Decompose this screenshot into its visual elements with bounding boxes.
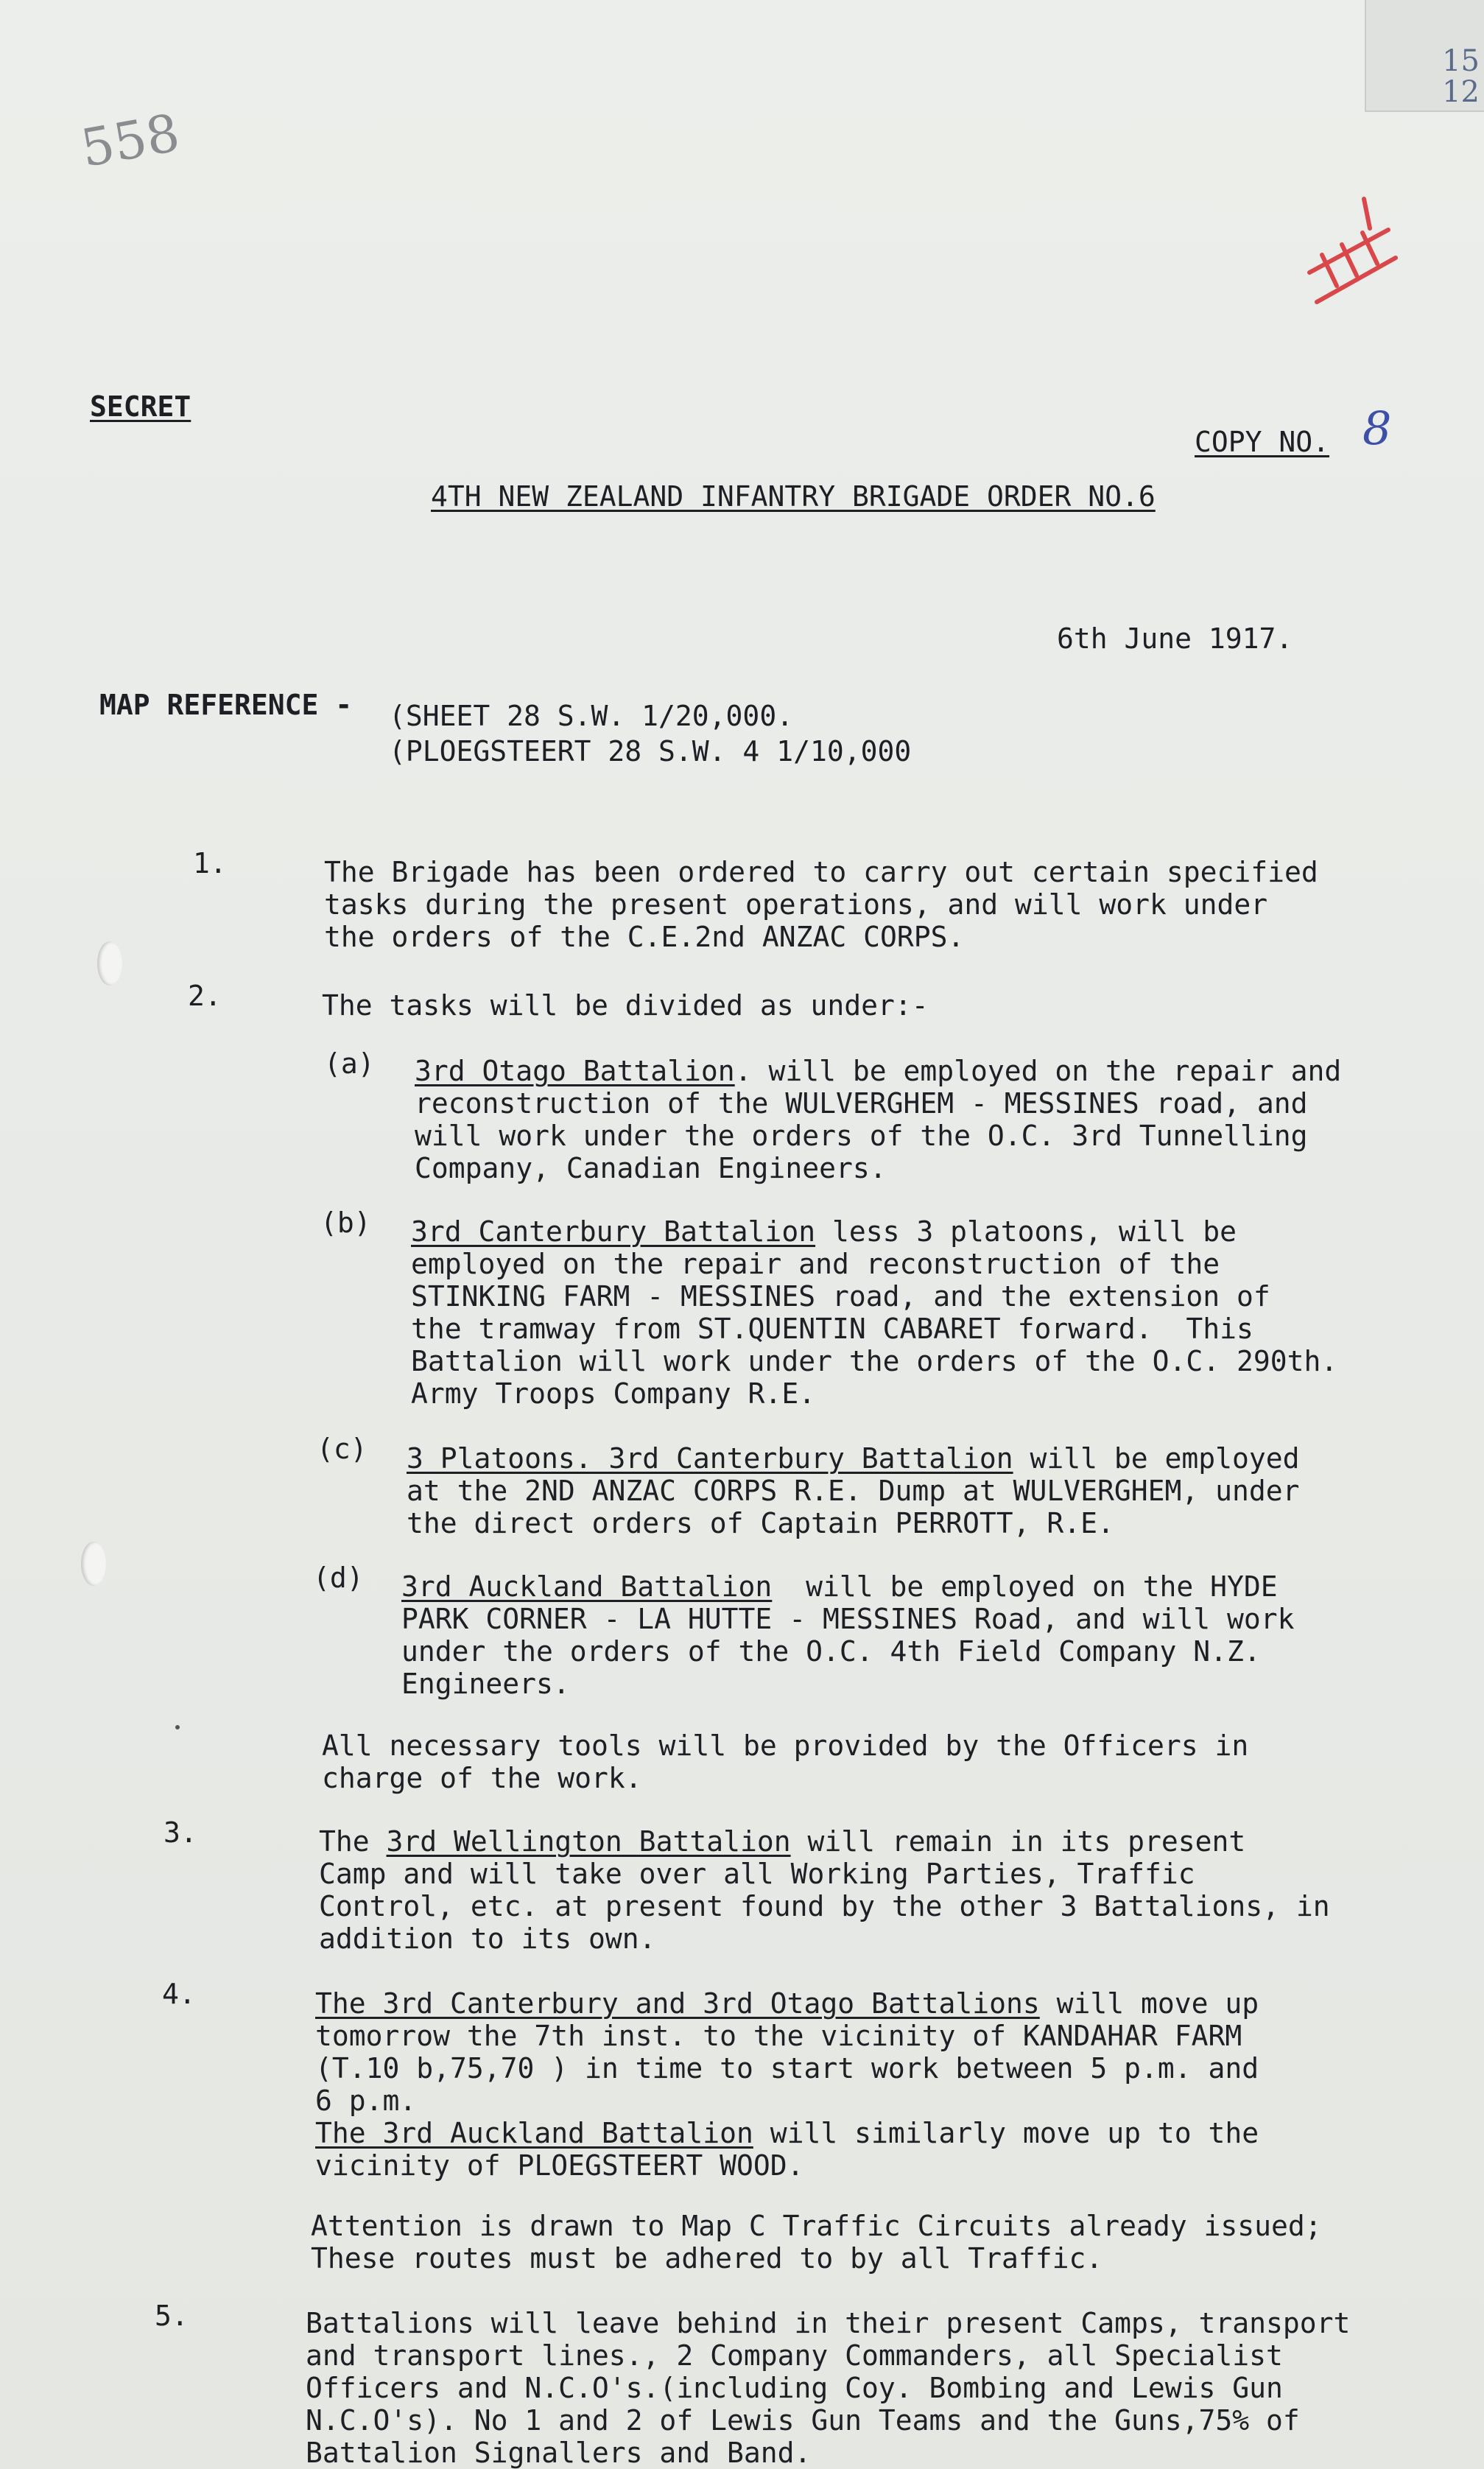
paragraph-4-number: 4. [162,1978,196,2010]
task-d-unit: 3rd Auckland Battalion [401,1570,773,1603]
copy-no-label: COPY NO. [1195,426,1330,458]
paragraph-4-text-2: will similarly move up to the [753,2117,1259,2149]
order-title: 4TH NEW ZEALAND INFANTRY BRIGADE ORDER NO.6 [431,480,1156,513]
attention-line: These routes must be adhered to by all Traffic. [311,2242,1103,2275]
paragraph-5-line: Battalions will leave behind in their present Camps, transport [306,2307,1351,2339]
task-c-text: will be employed [1013,1442,1300,1475]
paragraph-3-line: Control, etc. at present found by the other 3 Battalions, in [319,1890,1330,1922]
archive-number: 558 [76,102,184,179]
task-d-line: under the orders of the O.C. 4th Field Company N.Z. [401,1635,1261,1668]
corner-number-bottom: 12 [1442,75,1480,109]
paragraph-4-text: will move up [1039,1987,1259,2020]
task-a-label: (a) [324,1047,375,1080]
paragraph-4-line: vicinity of PLOEGSTEERT WOOD. [315,2149,804,2182]
task-a-line: will work under the orders of the O.C. 3rd Tunnelling [415,1120,1308,1152]
task-b-line: Army Troops Company R.E. [411,1377,816,1410]
paragraph-4-line-1 [315,1987,1259,2020]
task-c-line: the direct orders of Captain PERROTT, R.E. [407,1507,1114,1539]
attention-line: Attention is drawn to Map C Traffic Circuits already issued; [311,2210,1322,2242]
task-c-line-1 [407,1442,1300,1475]
paragraph-3-text: will remain in its present [790,1825,1246,1858]
map-reference-label: MAP REFERENCE - [99,689,353,721]
task-d-line-1 [401,1570,1278,1603]
paragraph-4-unit-2: The 3rd Auckland Battalion [315,2117,753,2149]
paragraph-5-line: Officers and N.C.O's.(including Coy. Bombing and Lewis Gun [306,2372,1283,2404]
paragraph-1-line: the orders of the C.E.2nd ANZAC CORPS. [324,921,965,953]
corner-page-numbers [1442,46,1480,108]
task-c-unit: 3 Platoons. 3rd Canterbury Battalion [407,1442,1013,1475]
tools-line: All necessary tools will be provided by the Officers in [322,1729,1249,1762]
paragraph-1-line: The Brigade has been ordered to carry out certain specified [324,856,1318,888]
map-reference-line-2: (PLOEGSTEERT 28 S.W. 4 1/10,000 [389,735,912,768]
task-b-line: Battalion will work under the orders of the O.C. 290th. [411,1345,1338,1377]
task-a-line: Company, Canadian Engineers. [415,1152,887,1184]
classification: SECRET [90,390,191,423]
task-a-line: reconstruction of the WULVERGHEM - MESSINES road, and [415,1087,1308,1120]
paragraph-4-line: tomorrow the 7th inst. to the vicinity of KANDAHAR FARM [315,2020,1242,2052]
task-d-label: (d) [313,1562,364,1594]
paragraph-4-line: (T.10 b,75,70 ) in time to start work between 5 p.m. and [315,2052,1259,2085]
task-b-line: STINKING FARM - MESSINES road, and the extension of [411,1280,1270,1313]
ink-speck [175,1725,180,1729]
paragraph-3-number: 3. [163,1816,197,1849]
paragraph-2-number: 2. [188,980,222,1012]
task-b-text: less 3 platoons, will be [815,1215,1237,1248]
handwritten-copy-number: 8 [1362,401,1392,455]
paragraph-3-line: addition to its own. [319,1922,656,1955]
order-date: 6th June 1917. [1057,622,1293,655]
task-a-unit: 3rd Otago Battalion [415,1055,735,1087]
paragraph-3-unit: 3rd Wellington Battalion [386,1825,791,1858]
task-b-label: (b) [320,1207,371,1239]
task-d-text: will be employed on the HYDE [772,1570,1278,1603]
task-b-line: employed on the repair and reconstruction of the [411,1248,1220,1280]
paragraph-4-line: 6 p.m. [315,2085,417,2117]
paragraph-5-number: 5. [155,2300,189,2332]
tools-line: charge of the work. [322,1762,642,1794]
paragraph-1-line: tasks during the present operations, and will work under [324,888,1268,921]
paragraph-5-line: and transport lines., 2 Company Commanders, all Specialist [306,2339,1283,2372]
paragraph-3-line: Camp and will take over all Working Parties, Traffic [319,1858,1195,1890]
punch-hole-top [97,941,122,986]
task-d-line: Engineers. [401,1668,570,1700]
red-roman-numeral-mark [1296,184,1399,331]
task-a-line-1 [415,1055,1341,1087]
task-a-text: . will be employed on the repair and [734,1055,1342,1087]
paragraph-2-intro: The tasks will be divided as under:- [322,989,929,1022]
task-c-label: (c) [317,1433,368,1465]
corner-number-top: 15 [1442,44,1480,78]
task-b-line-1 [411,1215,1237,1248]
paragraph-3-pre: The [319,1825,387,1858]
punch-hole-bottom [81,1542,106,1586]
paragraph-4-unit: The 3rd Canterbury and 3rd Otago Battalions [315,1987,1040,2020]
paragraph-3-line-1 [319,1825,1245,1858]
task-b-line: the tramway from ST.QUENTIN CABARET forward. This [411,1313,1253,1345]
paragraph-1-number: 1. [193,847,227,879]
map-reference-line-1: (SHEET 28 S.W. 1/20,000. [389,700,794,732]
task-b-unit: 3rd Canterbury Battalion [411,1215,816,1248]
paragraph-4-line-5 [315,2117,1259,2149]
paragraph-5-line: Battalion Signallers and Band. [306,2437,812,2469]
paragraph-5-line: N.C.O's). No 1 and 2 of Lewis Gun Teams and the Guns,75% of [306,2404,1300,2437]
task-c-line: at the 2ND ANZAC CORPS R.E. Dump at WULVERGHEM, under [407,1475,1300,1507]
task-d-line: PARK CORNER - LA HUTTE - MESSINES Road, and will work [401,1603,1295,1635]
